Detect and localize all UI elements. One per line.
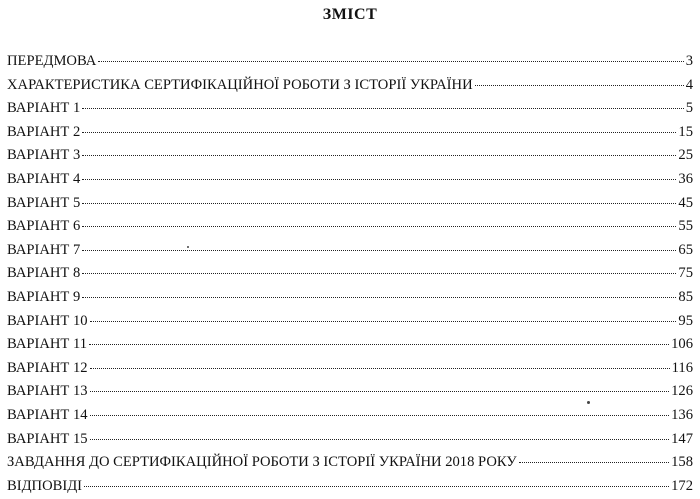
scan-speck <box>187 246 189 248</box>
toc-entry-label: ВАРІАНТ 5 <box>7 194 81 211</box>
dot-leader <box>82 273 676 274</box>
toc-entry-label: ВАРІАНТ 11 <box>7 336 88 353</box>
toc-entry-label: ХАРАКТЕРИСТИКА СЕРТИФІКАЦІЙНОЇ РОБОТИ З ІСТОРІЇ УКРАЇНИ <box>7 76 473 93</box>
toc-entry-page-number: 75 <box>678 265 693 282</box>
toc-entry-page-number: 95 <box>678 312 693 329</box>
toc-entry <box>7 97 693 121</box>
toc-entry-page-number: 158 <box>671 454 693 471</box>
dot-leader <box>82 132 676 133</box>
toc-entry-label: ВАРІАНТ 6 <box>7 218 81 235</box>
toc-entry-label: ВАРІАНТ 9 <box>7 288 81 305</box>
toc-entry <box>7 168 693 192</box>
dot-leader <box>90 391 670 392</box>
scan-speck <box>587 401 590 404</box>
toc-entry <box>7 357 693 381</box>
toc-entry-page-number: 85 <box>678 288 693 305</box>
toc-entry-page-number: 65 <box>678 241 693 258</box>
toc-entry-page-number: 15 <box>678 123 693 140</box>
toc-entry-label: ВАРІАНТ 12 <box>7 359 88 376</box>
toc-entry-label: ВАРІАНТ 15 <box>7 430 88 447</box>
toc-entry-label: ПЕРЕДМОВА <box>7 53 97 69</box>
dot-leader <box>90 415 670 416</box>
toc-entry-page-number: 3 <box>685 53 693 69</box>
toc-entry-page-number: 116 <box>671 359 693 376</box>
toc-entry <box>7 451 693 475</box>
toc-entry-label: ВАРІАНТ 13 <box>7 383 88 400</box>
toc-entry <box>7 121 693 145</box>
toc-entry <box>7 74 693 98</box>
dot-leader <box>82 108 683 109</box>
dot-leader <box>475 85 684 86</box>
toc-entry <box>7 239 693 263</box>
toc-entry <box>7 380 693 404</box>
toc-entry-label: ВАРІАНТ 14 <box>7 406 88 423</box>
toc-entry-label: ВАРІАНТ 8 <box>7 265 81 282</box>
dot-leader <box>89 344 669 345</box>
toc-entry-label: ВІДПОВІДІ <box>7 477 83 494</box>
toc-entry-page-number: 45 <box>678 194 693 211</box>
dot-leader <box>82 297 676 298</box>
toc-entry-label: ВАРІАНТ 10 <box>7 312 88 329</box>
dot-leader <box>90 321 677 322</box>
table-of-contents <box>7 50 693 498</box>
toc-entry <box>7 333 693 357</box>
dot-leader <box>82 155 676 156</box>
toc-entry <box>7 262 693 286</box>
page-title: ЗМІСТ <box>322 6 378 23</box>
toc-entry-page-number: 126 <box>671 383 693 400</box>
toc-entry <box>7 50 693 74</box>
toc-entry-page-number: 55 <box>678 218 693 235</box>
toc-entry <box>7 428 693 452</box>
dot-leader <box>82 250 676 251</box>
toc-entry-page-number: 147 <box>671 430 693 447</box>
toc-entry-label: ВАРІАНТ 7 <box>7 241 81 258</box>
toc-entry-label: ВАРІАНТ 1 <box>7 100 81 117</box>
dot-leader <box>82 226 676 227</box>
toc-entry-page-number: 4 <box>685 76 693 93</box>
toc-entry-label: ВАРІАНТ 4 <box>7 170 81 187</box>
toc-entry-label: ВАРІАНТ 3 <box>7 147 81 164</box>
dot-leader <box>82 203 676 204</box>
dot-leader <box>519 462 669 463</box>
toc-entry <box>7 404 693 428</box>
toc-entry-label: ВАРІАНТ 2 <box>7 123 81 140</box>
dot-leader <box>98 61 683 62</box>
dot-leader <box>90 439 670 440</box>
toc-entry-page-number: 106 <box>671 336 693 353</box>
toc-entry <box>7 215 693 239</box>
toc-entry-page-number: 172 <box>671 477 693 494</box>
dot-leader <box>90 368 670 369</box>
toc-entry <box>7 286 693 310</box>
toc-entry <box>7 310 693 334</box>
toc-entry <box>7 192 693 216</box>
toc-entry-page-number: 25 <box>678 147 693 164</box>
toc-entry-label: ЗАВДАННЯ ДО СЕРТИФІКАЦІЙНОЇ РОБОТИ З ІСТОРІЇ УКРАЇНИ 2018 РОКУ <box>7 454 517 471</box>
toc-entry-page-number: 5 <box>685 100 693 117</box>
dot-leader <box>82 179 676 180</box>
toc-entry <box>7 475 693 499</box>
dot-leader <box>84 486 669 487</box>
toc-entry-page-number: 36 <box>678 170 693 187</box>
toc-entry-page-number: 136 <box>671 406 693 423</box>
toc-entry <box>7 144 693 168</box>
